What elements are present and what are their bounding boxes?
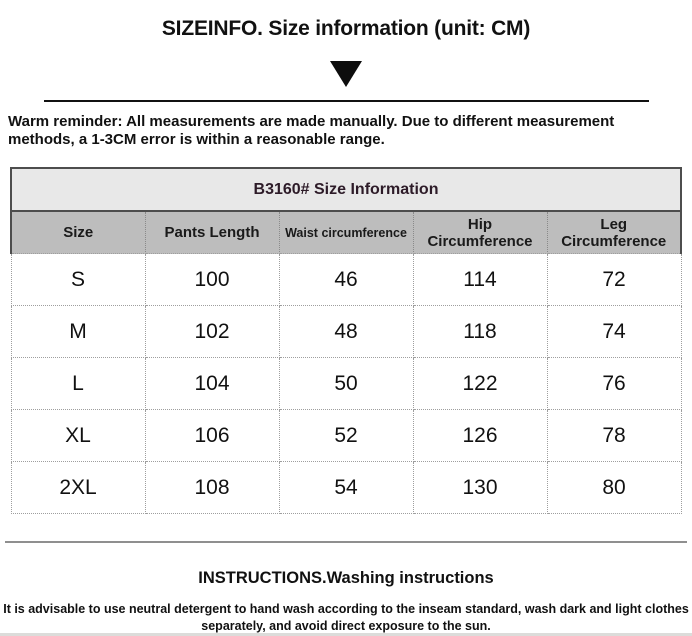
- column-header-waist-circumference: Waist circumference: [279, 211, 413, 254]
- cell-size: XL: [11, 410, 145, 462]
- cell-leg: 74: [547, 306, 681, 358]
- cell-waist: 48: [279, 306, 413, 358]
- size-table-title: B3160# Size Information: [11, 168, 681, 211]
- size-table: [10, 167, 682, 514]
- cell-hip: 122: [413, 358, 547, 410]
- page-title: SIZEINFO. Size information (unit: CM): [161, 17, 531, 40]
- down-triangle-icon: [330, 61, 362, 87]
- cell-pants-length: 104: [145, 358, 279, 410]
- size-table-header-row: [11, 211, 681, 254]
- cell-leg: 76: [547, 358, 681, 410]
- column-header-size: Size: [11, 211, 145, 254]
- cell-size: 2XL: [11, 462, 145, 514]
- cell-waist: 46: [279, 254, 413, 306]
- cell-hip: 130: [413, 462, 547, 514]
- cell-size: L: [11, 358, 145, 410]
- cell-leg: 72: [547, 254, 681, 306]
- section-divider-line: [5, 541, 687, 543]
- table-row-m: [11, 306, 681, 358]
- cell-pants-length: 108: [145, 462, 279, 514]
- cell-leg: 78: [547, 410, 681, 462]
- cell-pants-length: 102: [145, 306, 279, 358]
- title-divider-line: [44, 100, 649, 102]
- table-row-xl: [11, 410, 681, 462]
- cell-size: M: [11, 306, 145, 358]
- cell-hip: 118: [413, 306, 547, 358]
- cell-hip: 114: [413, 254, 547, 306]
- cell-pants-length: 106: [145, 410, 279, 462]
- cell-waist: 54: [279, 462, 413, 514]
- cell-leg: 80: [547, 462, 681, 514]
- table-row-l: [11, 358, 681, 410]
- size-table-title-row: [11, 168, 681, 211]
- instructions-title: INSTRUCTIONS.Washing instructions: [198, 569, 494, 588]
- table-row-s: [11, 254, 681, 306]
- cell-pants-length: 100: [145, 254, 279, 306]
- column-header-leg-circumference: Leg Circumference: [547, 211, 681, 254]
- column-header-hip-circumference: Hip Circumference: [413, 211, 547, 254]
- cell-waist: 52: [279, 410, 413, 462]
- cell-size: S: [11, 254, 145, 306]
- cell-waist: 50: [279, 358, 413, 410]
- column-header-pants-length: Pants Length: [145, 211, 279, 254]
- instructions-body-text: It is advisable to use neutral detergent to hand wash according to the inseam standard, wash dark and light clothes separately, and avoid direct exposure to the sun.: [3, 602, 689, 633]
- table-row-2xl: [11, 462, 681, 514]
- cell-hip: 126: [413, 410, 547, 462]
- warm-reminder-text: Warm reminder: All measurements are made manually. Due to different measurement methods, a 1-3CM error is within a reasonable range.: [8, 113, 615, 148]
